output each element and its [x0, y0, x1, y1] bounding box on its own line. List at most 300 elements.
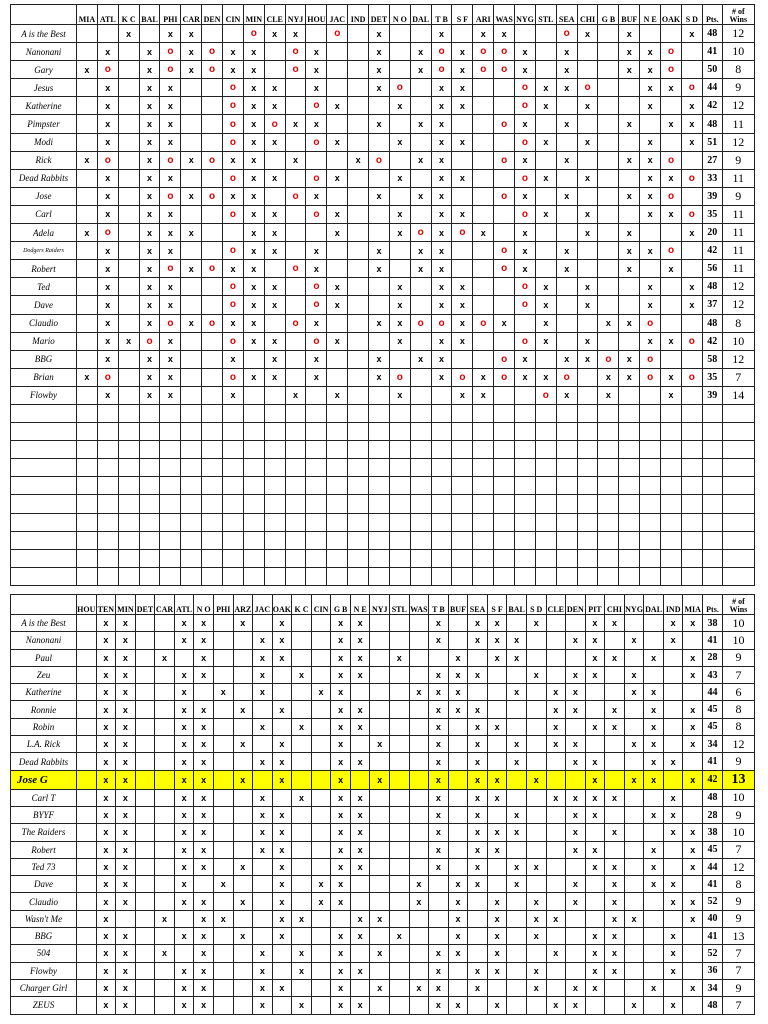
player-wins: 9 [723, 979, 755, 996]
pick-cell: x [174, 979, 194, 996]
pick-cell: x [624, 770, 644, 789]
loss-marker-icon: o [209, 190, 216, 202]
empty-cell [118, 441, 139, 459]
pick-cell: x [174, 789, 194, 806]
pick-cell [535, 187, 556, 205]
pick-cell [507, 615, 527, 632]
pick-cell [448, 770, 468, 789]
pick-cell: x [431, 296, 452, 314]
empty-cell [202, 531, 223, 549]
pick-cell [97, 224, 118, 242]
empty-cell [11, 477, 77, 495]
empty-cell [640, 441, 661, 459]
pick-cell: x [644, 858, 664, 875]
pick-cell: x [223, 151, 244, 169]
pick-cell: x [97, 115, 118, 133]
player-points: 34 [703, 736, 723, 753]
pick-cell: x [327, 97, 348, 115]
pick-cell: x [429, 666, 449, 683]
pick-cell: x [223, 187, 244, 205]
pick-cell [390, 858, 410, 875]
player-wins: 13 [723, 928, 755, 945]
pick-cell: x [515, 115, 536, 133]
pick-cell [556, 224, 577, 242]
pick-cell [624, 701, 644, 718]
pick-cell: x [681, 115, 702, 133]
pick-cell [370, 666, 390, 683]
pick-cell: x [507, 806, 527, 823]
pick-cell [202, 151, 223, 169]
pick-cell: x [77, 61, 98, 79]
pick-cell [285, 79, 306, 97]
pick-cell [598, 43, 619, 61]
player-row [11, 615, 755, 632]
empty-cell [306, 423, 327, 441]
empty-cell [431, 549, 452, 567]
pick-cell [213, 753, 233, 770]
pick-cell [473, 350, 494, 368]
pick-cell: x [118, 332, 139, 350]
pick-cell: x [77, 151, 98, 169]
pick-cell [526, 753, 546, 770]
pick-cell [409, 753, 429, 770]
empty-cell [243, 477, 264, 495]
pick-cell [160, 151, 181, 169]
pick-cell: x [526, 858, 546, 875]
empty-cell [452, 423, 473, 441]
pick-cell [118, 260, 139, 278]
pick-cell [202, 133, 223, 151]
pick-cell [348, 61, 369, 79]
pick-cell: x [410, 115, 431, 133]
pick-cell [410, 97, 431, 115]
pick-cell [253, 615, 273, 632]
pick-cell [661, 278, 682, 296]
pick-cell: x [116, 841, 136, 858]
pick-cell: x [624, 997, 644, 1014]
pick-cell [223, 368, 244, 386]
pick-cell [311, 649, 331, 666]
pick-cell: x [644, 876, 664, 893]
pick-cell: x [194, 789, 214, 806]
pick-cell [473, 278, 494, 296]
pick-cell: x [619, 151, 640, 169]
pick-cell [468, 684, 488, 701]
pick-cell: x [468, 701, 488, 718]
pick-cell [118, 350, 139, 368]
pick-cell [577, 368, 598, 386]
pick-cell: x [96, 649, 116, 666]
pick-cell: x [619, 61, 640, 79]
team-column-header: MIA [683, 595, 703, 615]
empty-cell [160, 404, 181, 422]
team-column-header: ATL [174, 595, 194, 615]
pick-cell [348, 314, 369, 332]
team-column-header: CHI [577, 5, 598, 25]
empty-cell [661, 477, 682, 495]
player-row [11, 979, 755, 996]
pick-cell: x [683, 910, 703, 927]
empty-cell [160, 459, 181, 477]
pick-cell: x [194, 910, 214, 927]
pick-cell: x [174, 770, 194, 789]
empty-cell [702, 513, 722, 531]
empty-row [11, 477, 755, 495]
empty-cell [327, 531, 348, 549]
pick-cell: x [174, 666, 194, 683]
pick-cell: x [431, 332, 452, 350]
pick-cell [285, 242, 306, 260]
player-points: 44 [703, 684, 723, 701]
player-points: 51 [702, 133, 722, 151]
pick-cell: x [546, 736, 566, 753]
empty-cell [452, 404, 473, 422]
loss-marker-icon: o [501, 190, 508, 202]
pick-cell: x [223, 260, 244, 278]
pick-cell: x [556, 260, 577, 278]
pick-cell: x [619, 43, 640, 61]
player-points: 41 [703, 928, 723, 945]
pick-cell: x [194, 824, 214, 841]
empty-cell [243, 441, 264, 459]
pick-cell: x [390, 649, 410, 666]
pick-cell: x [526, 962, 546, 979]
pick-cell [452, 151, 473, 169]
empty-cell [77, 513, 98, 531]
pick-cell [77, 649, 97, 666]
pick-cell: x [194, 770, 214, 789]
pick-cell [515, 278, 536, 296]
pick-cell [292, 615, 312, 632]
pick-cell: x [155, 910, 175, 927]
pick-cell [526, 824, 546, 841]
empty-cell [473, 513, 494, 531]
pick-cell [448, 858, 468, 875]
pick-cell [494, 43, 515, 61]
pick-cell: x [431, 278, 452, 296]
team-column-header: PIT [585, 595, 605, 615]
pick-cell [452, 187, 473, 205]
loss-marker-icon: o [313, 100, 320, 112]
player-wins: 10 [723, 615, 755, 632]
pick-cell [369, 278, 390, 296]
pick-cell: x [429, 962, 449, 979]
empty-cell [535, 423, 556, 441]
pick-cell [327, 115, 348, 133]
pick-cell: x [223, 350, 244, 368]
pick-cell [233, 649, 253, 666]
pick-cell [77, 115, 98, 133]
pick-cell [181, 242, 202, 260]
pick-cell [292, 841, 312, 858]
pick-cell [410, 296, 431, 314]
pick-cell [429, 910, 449, 927]
pick-cell: x [431, 133, 452, 151]
pick-cell [253, 910, 273, 927]
empty-cell [118, 549, 139, 567]
pick-cell [370, 962, 390, 979]
pick-cell: x [468, 753, 488, 770]
loss-marker-icon: o [521, 82, 529, 94]
pick-cell: x [194, 615, 214, 632]
empty-cell [515, 549, 536, 567]
pick-cell [327, 25, 348, 43]
empty-cell [494, 441, 515, 459]
empty-cell [11, 513, 77, 531]
pick-cell: x [448, 876, 468, 893]
pick-cell [118, 115, 139, 133]
pick-cell [233, 632, 253, 649]
empty-cell [285, 567, 306, 585]
pick-cell [535, 242, 556, 260]
pick-cell [624, 649, 644, 666]
pick-cell [348, 224, 369, 242]
pick-cell [468, 945, 488, 962]
pick-cell [515, 133, 536, 151]
pick-cell [223, 278, 244, 296]
empty-cell [515, 513, 536, 531]
pick-cell: x [429, 997, 449, 1014]
pick-cell: x [577, 205, 598, 223]
player-wins: 11 [722, 169, 754, 187]
empty-cell [264, 549, 285, 567]
empty-cell [139, 423, 160, 441]
pick-cell [292, 806, 312, 823]
pick-cell [487, 684, 507, 701]
player-name: Carl [11, 205, 77, 223]
pick-cell [369, 151, 390, 169]
player-name: Brian [11, 368, 77, 386]
pick-cell [410, 368, 431, 386]
empty-cell [598, 423, 619, 441]
pick-cell: x [515, 61, 536, 79]
empty-cell [702, 404, 722, 422]
pick-cell: x [468, 841, 488, 858]
pick-cell [213, 701, 233, 718]
pick-cell [566, 945, 586, 962]
pick-cell [473, 79, 494, 97]
pick-cell [683, 945, 703, 962]
empty-cell [619, 459, 640, 477]
pick-cell: x [598, 368, 619, 386]
pick-cell: x [327, 278, 348, 296]
pick-cell [390, 962, 410, 979]
player-name: BYYF [11, 806, 77, 823]
empty-cell [722, 531, 754, 549]
loss-marker-icon: o [521, 100, 529, 112]
pick-cell: x [577, 133, 598, 151]
pick-cell: x [526, 979, 546, 996]
pick-cell: x [661, 169, 682, 187]
empty-cell [473, 567, 494, 585]
pick-cell [556, 169, 577, 187]
pick-cell: x [605, 928, 625, 945]
pick-cell [77, 205, 98, 223]
pick-cell [566, 928, 586, 945]
pick-cell: x [223, 61, 244, 79]
pick-cell [661, 187, 682, 205]
team-column-header: PHI [213, 595, 233, 615]
pick-cell: x [213, 910, 233, 927]
player-row [11, 806, 755, 823]
pick-cell: x [306, 368, 327, 386]
pick-cell [556, 368, 577, 386]
pick-cell [546, 876, 566, 893]
empty-cell [619, 404, 640, 422]
empty-cell [264, 513, 285, 531]
empty-cell [431, 531, 452, 549]
player-row [11, 133, 755, 151]
pick-cell: x [389, 278, 410, 296]
player-wins: 7 [723, 666, 755, 683]
pick-cell [285, 314, 306, 332]
empty-cell [473, 549, 494, 567]
empty-cell [619, 495, 640, 513]
pick-cell [118, 386, 139, 404]
team-column-header: IND [663, 595, 683, 615]
pick-cell: x [624, 632, 644, 649]
pick-cell: x [410, 61, 431, 79]
empty-cell [97, 459, 118, 477]
empty-cell [243, 513, 264, 531]
pick-cell: x [327, 169, 348, 187]
pick-cell [311, 997, 331, 1014]
pick-cell: x [292, 718, 312, 735]
pick-cell: x [431, 260, 452, 278]
pick-cell [77, 43, 98, 61]
pick-cell: x [243, 314, 264, 332]
pick-cell: x [585, 770, 605, 789]
empty-cell [369, 423, 390, 441]
loss-marker-icon: o [209, 154, 216, 166]
pick-cell [661, 97, 682, 115]
pick-cell [233, 876, 253, 893]
pick-cell: x [306, 61, 327, 79]
pick-cell [663, 649, 683, 666]
pick-cell: x [96, 876, 116, 893]
pick-cell: x [429, 979, 449, 996]
player-name: Jose G [11, 770, 77, 789]
pick-cell: x [369, 260, 390, 278]
pick-cell [566, 910, 586, 927]
pick-cell [370, 928, 390, 945]
empty-cell [160, 513, 181, 531]
pick-cell: x [160, 296, 181, 314]
pick-cell [556, 332, 577, 350]
pick-cell [624, 979, 644, 996]
picks-sheet-week-a [10, 4, 755, 586]
pick-cell: x [181, 61, 202, 79]
pick-cell [213, 666, 233, 683]
pick-cell [661, 61, 682, 79]
pick-cell [473, 43, 494, 61]
pick-cell: x [535, 278, 556, 296]
player-row [11, 928, 755, 945]
empty-cell [285, 441, 306, 459]
pick-cell: x [331, 753, 351, 770]
pick-cell: x [566, 893, 586, 910]
pick-cell [556, 25, 577, 43]
pick-cell: x [535, 314, 556, 332]
pick-cell: x [97, 169, 118, 187]
player-row [11, 260, 755, 278]
player-wins: 10 [723, 824, 755, 841]
player-wins: 11 [722, 205, 754, 223]
pick-cell: x [663, 928, 683, 945]
player-name: Flowby [11, 962, 77, 979]
empty-cell [118, 531, 139, 549]
pick-cell: x [96, 893, 116, 910]
pick-cell [546, 753, 566, 770]
pick-cell [663, 718, 683, 735]
pick-cell [605, 806, 625, 823]
pick-cell: x [253, 997, 273, 1014]
player-row [11, 368, 755, 386]
player-wins: 12 [722, 350, 754, 368]
pick-cell [431, 386, 452, 404]
pick-cell: x [96, 666, 116, 683]
empty-cell [118, 477, 139, 495]
pick-cell: x [515, 260, 536, 278]
pick-cell: x [409, 684, 429, 701]
pick-cell: x [272, 876, 292, 893]
pick-cell: x [546, 945, 566, 962]
pick-cell: x [233, 928, 253, 945]
pick-cell [409, 718, 429, 735]
player-wins: 7 [723, 841, 755, 858]
pick-cell [370, 701, 390, 718]
empty-cell [327, 404, 348, 422]
player-points: 42 [702, 332, 722, 350]
pick-cell [155, 962, 175, 979]
pick-cell [624, 876, 644, 893]
pick-cell [409, 858, 429, 875]
loss-marker-icon: o [688, 208, 695, 220]
pick-cell: x [213, 684, 233, 701]
pick-cell [494, 61, 515, 79]
pick-cell [526, 649, 546, 666]
pick-cell: x [598, 386, 619, 404]
pick-cell: x [331, 701, 351, 718]
pick-cell [644, 632, 664, 649]
pick-cell: x [556, 242, 577, 260]
pick-cell [350, 945, 370, 962]
pick-cell: x [97, 43, 118, 61]
pick-cell: x [160, 278, 181, 296]
pick-cell [285, 368, 306, 386]
pick-cell: x [644, 753, 664, 770]
loss-marker-icon: o [417, 227, 424, 239]
pick-cell [546, 615, 566, 632]
pick-cell [452, 242, 473, 260]
pick-cell [468, 893, 488, 910]
pick-cell [624, 753, 644, 770]
player-row [11, 858, 755, 875]
player-name: Dead Rabbits [11, 169, 77, 187]
pick-cell: x [139, 97, 160, 115]
loss-marker-icon: o [271, 118, 278, 130]
pick-cell [585, 997, 605, 1014]
pick-cell [473, 187, 494, 205]
team-column-header: CAR [155, 595, 175, 615]
player-wins: 12 [722, 25, 754, 43]
empty-cell [389, 567, 410, 585]
player-row [11, 789, 755, 806]
pick-cell: x [369, 79, 390, 97]
player-row [11, 666, 755, 683]
player-name: Robert [11, 260, 77, 278]
team-column-header: ARI [473, 5, 494, 25]
